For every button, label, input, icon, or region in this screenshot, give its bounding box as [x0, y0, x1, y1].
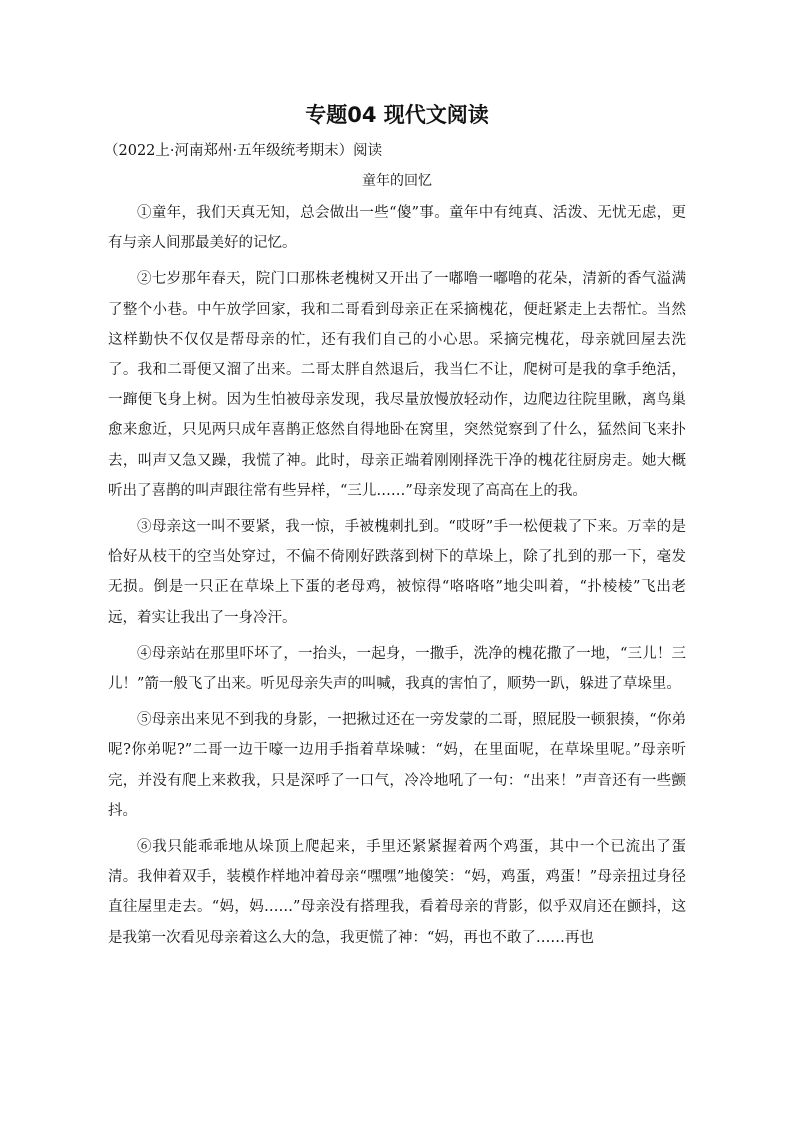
article-title: 童年的回忆 — [362, 173, 432, 189]
paragraph-5: ⑤母亲出来见不到我的身影，一把揪过还在一旁发蒙的二哥，照屁股一顿狠揍，“你弟呢?你弟呢?”二哥一边干嚎一边用手指着草垛喊：“妈，在里面呢，在草垛里呢。”母亲听完，并没有爬上来救我，只是深呼了一口气，冷冷地吼了一句：“出来！”声音还有一些颤抖。 — [108, 712, 686, 819]
paragraph-3: ③母亲这一叫不要紧，我一惊，手被槐刺扎到。“哎呀”手一松便栽了下来。万幸的是恰好从枝干的空当处穿过，不偏不倚刚好跌落到树下的草垛上，除了扎到的那一下，毫发无损。倒是一只正在草垛上下蛋的老母鸡，被惊得“咯咯咯”地尖叫着，“扑棱棱”飞出老远，着实让我出了一身冷汗。 — [108, 519, 686, 626]
paragraph-2: ②七岁那年春天，院门口那株老槐树又开出了一嘟噜一嘟噜的花朵，清新的香气溢满了整个小巷。中午放学回家，我和二哥看到母亲正在采摘槐花，便赶紧走上去帮忙。当然这样勤快不仅仅是帮母亲的忙，还有我们自己的小心思。采摘完槐花，母亲就回屋去洗了。我和二哥便又溜了出来。二哥太胖自然退后，我当仁不让，爬树可是我的拿手绝活，一蹿便飞身上树。因为生怕被母亲发现，我尽量放慢放轻动作，边爬边往院里瞅，离鸟巢愈来愈近，只见两只成年喜鹊正悠然自得地卧在窝里，突然觉察到了什么，猛然间飞来扑去，叫声又急又躁，我慌了神。此时，母亲正端着刚刚择洗干净的槐花往厨房走。她大概听出了喜鹊的叫声跟往常有些异样，“三儿……”母亲发现了高高在上的我。 — [108, 271, 686, 499]
paragraph-6: ⑥我只能乖乖地从垛顶上爬起来，手里还紧紧握着两个鸡蛋，其中一个已流出了蛋清。我伸着双手，装模作样地冲着母亲“嘿嘿”地傻笑：“妈，鸡蛋，鸡蛋！”母亲扭过身径直往屋里走去。“妈，妈……”母亲没有搭理我，看着母亲的背影，似乎双肩还在颤抖，这是我第一次看见母亲着这么大的急，我更慌了神：“妈，再也不敢了……再也 — [108, 839, 686, 946]
paragraph-4: ④母亲站在那里吓坏了，一抬头，一起身，一撒手，洗净的槐花撒了一地，“三儿！三儿！”箭一般飞了出来。听见母亲失声的叫喊，我真的害怕了，顺势一趴，躲进了草垛里。 — [108, 645, 686, 693]
document-title: 专题04 现代文阅读 — [305, 103, 489, 127]
exam-source-line: （2022上·河南郑州·五年级统考期末）阅读 — [104, 143, 383, 159]
paragraph-1: ①童年，我们天真无知，总会做出一些“傻”事。童年中有纯真、活泼、无忧无虑，更有与亲人间那最美好的记忆。 — [108, 205, 686, 252]
